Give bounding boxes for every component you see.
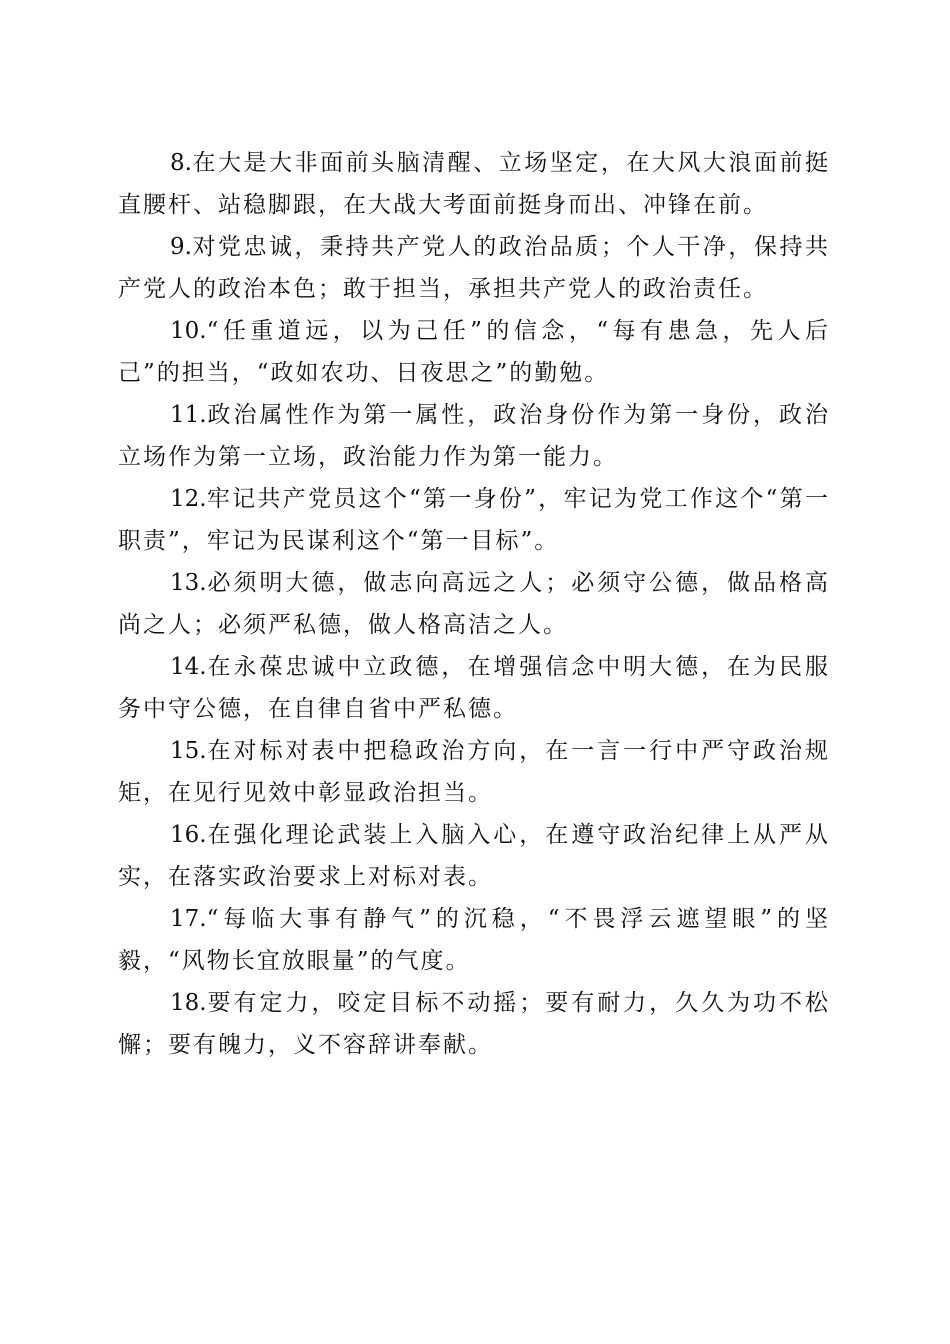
paragraph-number: 12. [170,486,207,512]
paragraph-number: 18. [170,990,207,1016]
paragraph-16 [118,814,830,898]
paragraph-text: “任重道远，以为己任”的信念，“每有患急，先人后己”的担当，“政如农功、日夜思之”的勤勉。 [118,318,830,386]
paragraph-number: 10. [170,318,207,344]
document-body [118,142,830,1066]
paragraph-12 [118,478,830,562]
paragraph-8 [118,142,830,226]
paragraph-text: 在对标对表中把稳政治方向，在一言一行中严守政治规矩，在见行见效中彰显政治担当。 [118,738,830,806]
paragraph-11 [118,394,830,478]
paragraph-15 [118,730,830,814]
paragraph-text: 在永葆忠诚中立政德，在增强信念中明大德，在为民服务中守公德，在自律自省中严私德。 [118,654,830,722]
paragraph-text: 对党忠诚，秉持共产党人的政治品质；个人干净，保持共产党人的政治本色；敢于担当，承担共产党人的政治责任。 [118,234,830,302]
paragraph-number: 14. [170,654,207,680]
paragraph-number: 13. [170,570,207,596]
paragraph-number: 15. [170,738,207,764]
paragraph-10 [118,310,830,394]
paragraph-text: 必须明大德，做志向高远之人；必须守公德，做品格高尚之人；必须严私德，做人格高洁之人。 [118,570,830,638]
paragraph-number: 8. [170,150,192,176]
paragraph-13 [118,562,830,646]
paragraph-number: 11. [170,402,207,428]
paragraph-text: 在大是大非面前头脑清醒、立场坚定，在大风大浪面前挺直腰杆、站稳脚跟，在大战大考面前挺身而出、冲锋在前。 [118,150,830,218]
paragraph-18 [118,982,830,1066]
paragraph-number: 9. [170,234,192,260]
paragraph-text: 政治属性作为第一属性，政治身份作为第一身份，政治立场作为第一立场，政治能力作为第一能力。 [118,402,830,470]
paragraph-number: 17. [170,906,207,932]
paragraph-text: 要有定力，咬定目标不动摇；要有耐力，久久为功不松懈；要有魄力，义不容辞讲奉献。 [118,990,830,1058]
paragraph-text: “每临大事有静气”的沉稳，“不畏浮云遮望眼”的坚毅，“风物长宜放眼量”的气度。 [118,906,830,974]
paragraph-14 [118,646,830,730]
paragraph-text: 牢记共产党员这个“第一身份”，牢记为党工作这个“第一职责”，牢记为民谋利这个“第一目标”。 [118,486,830,554]
paragraph-9 [118,226,830,310]
paragraph-number: 16. [170,822,207,848]
paragraph-17 [118,898,830,982]
paragraph-text: 在强化理论武装上入脑入心，在遵守政治纪律上从严从实，在落实政治要求上对标对表。 [118,822,830,890]
